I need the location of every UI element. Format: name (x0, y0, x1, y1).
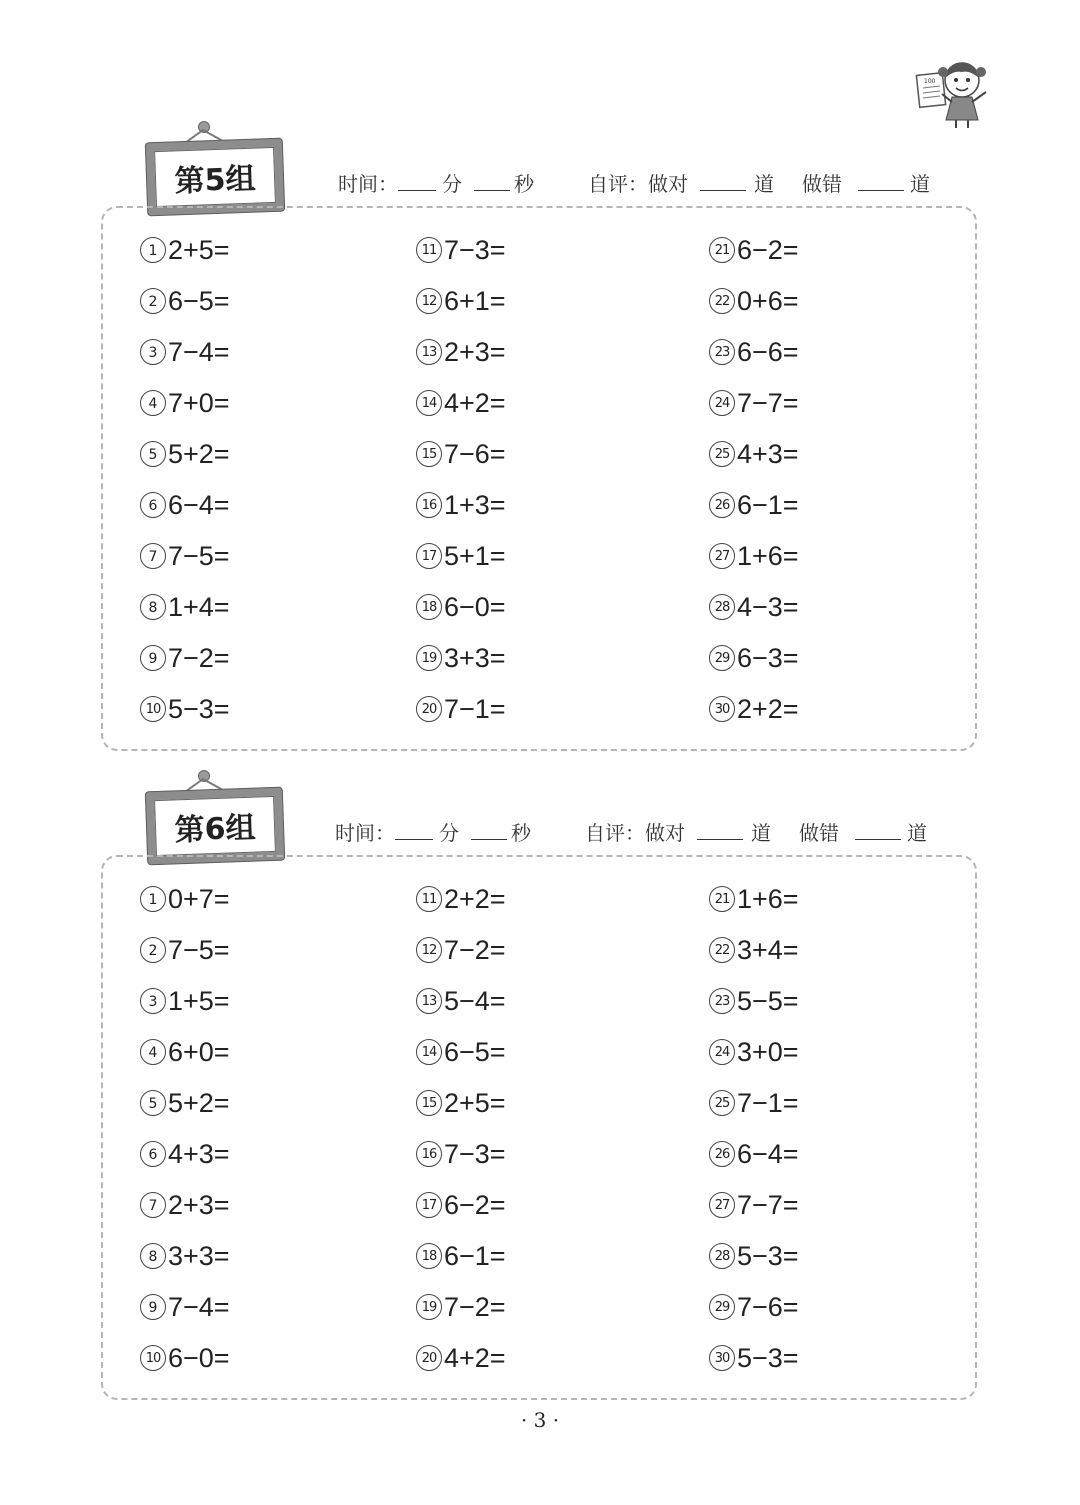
page-number: · 3 · (520, 1408, 560, 1432)
problem-column-3 (709, 874, 799, 1384)
problem-item: 25 4+3= (709, 429, 799, 480)
wrong-label: 做错 (799, 821, 839, 845)
problem-column-1 (140, 874, 230, 1384)
problem-item: 17 5+1= (416, 531, 506, 582)
problem-item: 6 6−4= (140, 480, 230, 531)
problem-item: 8 3+3= (140, 1231, 230, 1282)
problem-item: 4 7+0= (140, 378, 230, 429)
correct-unit-label: 道 (754, 172, 774, 196)
second-label: 秒 (514, 172, 534, 196)
problem-item: 13 5−4= (416, 976, 506, 1027)
problem-item: 9 7−4= (140, 1282, 230, 1333)
problem-item: 16 7−3= (416, 1129, 506, 1180)
minute-label: 分 (439, 821, 459, 845)
problem-item: 11 7−3= (416, 225, 506, 276)
problem-item: 5 5+2= (140, 429, 230, 480)
group-title: 第5组 (154, 147, 276, 207)
problem-item: 30 5−3= (709, 1333, 799, 1384)
problem-item: 14 4+2= (416, 378, 506, 429)
problem-item: 14 6−5= (416, 1027, 506, 1078)
problem-item: 20 4+2= (416, 1333, 506, 1384)
problem-item: 22 0+6= (709, 276, 799, 327)
group-title-frame (145, 138, 285, 217)
problems-box (101, 206, 977, 751)
problem-item: 25 7−1= (709, 1078, 799, 1129)
problem-item: 10 6−0= (140, 1333, 230, 1384)
problem-item: 21 1+6= (709, 874, 799, 925)
exercise-group-5 (0, 130, 1080, 730)
problem-item: 28 5−3= (709, 1231, 799, 1282)
problem-item: 9 7−2= (140, 633, 230, 684)
problem-column-2 (416, 225, 506, 735)
correct-unit-label: 道 (751, 821, 771, 845)
problem-item: 1 2+5= (140, 225, 230, 276)
problem-item: 1 0+7= (140, 874, 230, 925)
problem-item: 6 4+3= (140, 1129, 230, 1180)
problem-item: 29 6−3= (709, 633, 799, 684)
problem-item: 23 5−5= (709, 976, 799, 1027)
problem-item: 19 7−2= (416, 1282, 506, 1333)
problem-item: 7 7−5= (140, 531, 230, 582)
group-title: 第6组 (154, 796, 276, 856)
wrong-label: 做错 (802, 172, 842, 196)
problem-column-2 (416, 874, 506, 1384)
time-label: 时间： (338, 172, 398, 196)
problem-item: 22 3+4= (709, 925, 799, 976)
problem-item: 5 5+2= (140, 1078, 230, 1129)
problem-item: 24 7−7= (709, 378, 799, 429)
problem-item: 26 6−4= (709, 1129, 799, 1180)
time-label: 时间： (335, 821, 395, 845)
problem-item: 29 7−6= (709, 1282, 799, 1333)
second-label: 秒 (511, 821, 531, 845)
problem-item: 15 2+5= (416, 1078, 506, 1129)
problem-item: 24 3+0= (709, 1027, 799, 1078)
score-record-line (338, 168, 938, 198)
girl-holding-score-board-icon (912, 58, 1002, 130)
problem-item: 8 1+4= (140, 582, 230, 633)
problem-item: 3 7−4= (140, 327, 230, 378)
problem-item: 2 7−5= (140, 925, 230, 976)
problem-item: 19 3+3= (416, 633, 506, 684)
self-eval-correct-label: 自评：做对 (585, 821, 685, 845)
problem-item: 16 1+3= (416, 480, 506, 531)
problem-item: 13 2+3= (416, 327, 506, 378)
problem-column-3 (709, 225, 799, 735)
wrong-unit-label: 道 (910, 172, 930, 196)
problems-box (101, 855, 977, 1400)
problem-item: 30 2+2= (709, 684, 799, 735)
mascot-board-text: 100 (924, 78, 936, 85)
problem-item: 15 7−6= (416, 429, 506, 480)
problem-item: 18 6−0= (416, 582, 506, 633)
group-title-frame (145, 787, 285, 866)
problem-item: 21 6−2= (709, 225, 799, 276)
problem-item: 12 7−2= (416, 925, 506, 976)
minute-label: 分 (442, 172, 462, 196)
problem-item: 23 6−6= (709, 327, 799, 378)
problem-item: 28 4−3= (709, 582, 799, 633)
problem-item: 11 2+2= (416, 874, 506, 925)
problem-item: 12 6+1= (416, 276, 506, 327)
problem-column-1 (140, 225, 230, 735)
problem-item: 18 6−1= (416, 1231, 506, 1282)
problem-item: 4 6+0= (140, 1027, 230, 1078)
problem-item: 17 6−2= (416, 1180, 506, 1231)
self-eval-correct-label: 自评：做对 (588, 172, 688, 196)
problem-item: 3 1+5= (140, 976, 230, 1027)
score-record-line (335, 817, 935, 847)
wrong-unit-label: 道 (907, 821, 927, 845)
exercise-group-6 (0, 779, 1080, 1379)
problem-item: 2 6−5= (140, 276, 230, 327)
problem-item: 20 7−1= (416, 684, 506, 735)
problem-item: 10 5−3= (140, 684, 230, 735)
problem-item: 27 1+6= (709, 531, 799, 582)
problem-item: 27 7−7= (709, 1180, 799, 1231)
problem-item: 26 6−1= (709, 480, 799, 531)
problem-item: 7 2+3= (140, 1180, 230, 1231)
